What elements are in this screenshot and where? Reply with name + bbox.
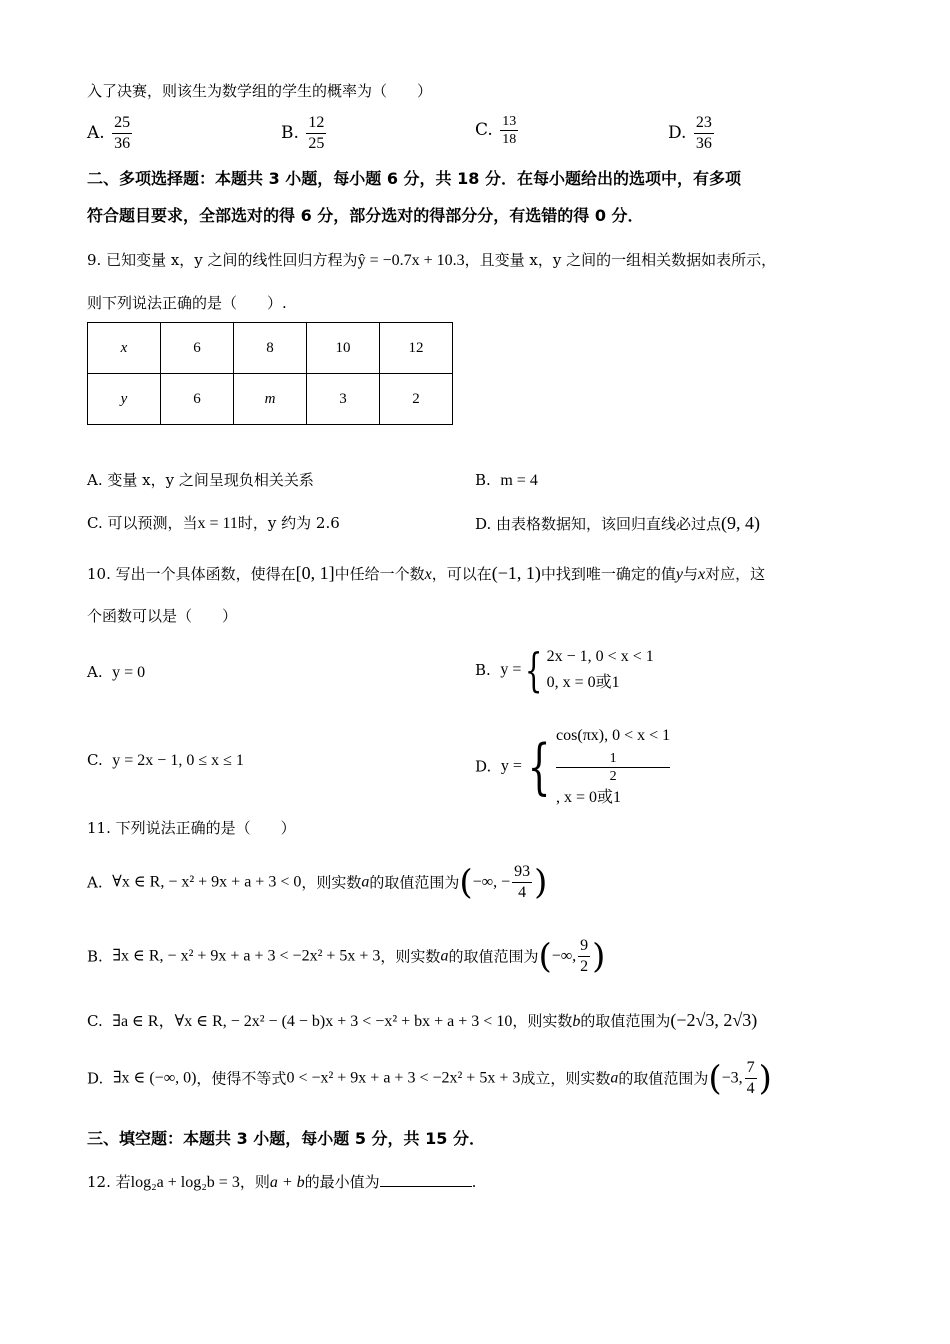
data-table <box>87 322 453 425</box>
q9-option-b: B. m = 4 <box>475 471 538 489</box>
table-cell: 3 <box>307 374 380 425</box>
q10-stem: 10. 写出一个具体函数，使得在[0, 1]中任给一个数x，可以在(−1, 1)中找到唯一确定的值y与x对应，这 <box>87 563 766 583</box>
brace-icon: { <box>525 643 543 697</box>
brace-icon: { <box>527 731 551 802</box>
q8-tail: 入了决赛，则该生为数学组的学生的概率为（ ） <box>87 82 433 100</box>
section-2-heading-cont: 符合题目要求，全部选对的得 6 分，部分选对的得部分分，有选错的得 0 分． <box>87 206 644 225</box>
table-cell: m <box>234 374 307 425</box>
q9-option-d: D. 由表格数据知，该回归直线必过点(9, 4) <box>475 513 761 533</box>
table-cell: 12 <box>380 323 453 374</box>
q8-option-b: B. $\frac{12}{25}$ <box>281 114 325 152</box>
q9-option-c: C. 可以预测，当x = 11时，y 约为 2.6 <box>87 514 340 532</box>
table-cell: 6 <box>161 374 234 425</box>
q12-stem: 12. 若log₂a + log₂b = 3，则a + b的最小值为 . <box>87 1173 477 1191</box>
table-cell: 10 <box>307 323 380 374</box>
fraction: $\frac{12}{25}$ <box>308 114 325 152</box>
q11-option-c: C. ∃a ∈ R，∀x ∈ R, − 2x² − (4 − b)x + 3 < −x² + bx + a + 3 < 10，则实数b的取值范围为(−2√3, 2√3) <box>87 1010 758 1030</box>
fraction: $\frac{13}{18}$ <box>502 114 517 147</box>
q9-option-a: A. 变量 x，y 之间呈现负相关关系 <box>87 471 314 489</box>
q8-option-c: C. $\frac{13}{18}$ <box>475 114 517 147</box>
q9-stem-cont: 则下列说法正确的是（ ）. <box>87 294 287 312</box>
fraction: $\frac{25}{36}$ <box>114 114 131 152</box>
q11-option-a: A. ∀x ∈ R, − x² + 9x + a + 3 < 0，则实数a的取值范围为(−∞, − $\frac{93}{4}$ ) <box>87 862 548 903</box>
q10-option-a: A. y = 0 <box>87 663 146 681</box>
q9-stem: 9. 已知变量 x，y 之间的线性回归方程为ŷ = −0.7x + 10.3，且变量 x，y 之间的一组相关数据如表所示， <box>87 251 777 269</box>
section-3-heading: 三、填空题：本题共 3 小题，每小题 5 分，共 15 分． <box>87 1129 485 1148</box>
table-cell: x <box>88 323 161 374</box>
q10-stem-cont: 个函数可以是（ ） <box>87 607 238 625</box>
section-2-heading: 二、多项选择题：本题共 3 小题，每小题 6 分，共 18 分．在每小题给出的选项中，有多项 <box>87 169 741 188</box>
q11-option-d: D. ∃x ∈ (−∞, 0)，使得不等式0 < −x² + 9x + a + 3 < −2x² + 5x + 3成立，则实数a的取值范围为(−3, $\frac{7}{4}$ ) <box>87 1058 772 1099</box>
table-cell: 6 <box>161 323 234 374</box>
q8-option-d: D. $\frac{23}{36}$ <box>668 114 712 152</box>
q10-option-d: D. y ={ cos(πx), 0 < x < 1 1 2 , x = 0或1 <box>475 722 670 811</box>
table-cell: 8 <box>234 323 307 374</box>
q10-option-c: C. y = 2x − 1, 0 ≤ x ≤ 1 <box>87 751 244 769</box>
answer-blank[interactable] <box>380 1172 472 1187</box>
table-cell: y <box>88 374 161 425</box>
table-row <box>88 374 453 425</box>
piecewise-cases: cos(πx), 0 < x < 1 1 2 , x = 0或1 <box>556 727 671 806</box>
fraction: $\frac{23}{36}$ <box>695 114 712 152</box>
q11-stem: 11. 下列说法正确的是（ ） <box>87 819 296 837</box>
q8-option-a: A. $\frac{25}{36}$ <box>87 114 131 152</box>
piecewise-cases: 2x − 1, 0 < x < 1 0, x = 0或1 <box>546 648 654 691</box>
table-row <box>88 323 453 374</box>
regression-equation: ŷ = −0.7x + 10.3 <box>357 252 465 269</box>
q10-option-b: B. y ={ 2x − 1, 0 < x < 1 0, x = 0或1 <box>475 643 654 697</box>
q11-option-b: B. ∃x ∈ R, − x² + 9x + a + 3 < −2x² + 5x + 3，则实数a的取值范围为(−∞, $\frac{9}{2}$ ) <box>87 936 606 977</box>
table-cell: 2 <box>380 374 453 425</box>
